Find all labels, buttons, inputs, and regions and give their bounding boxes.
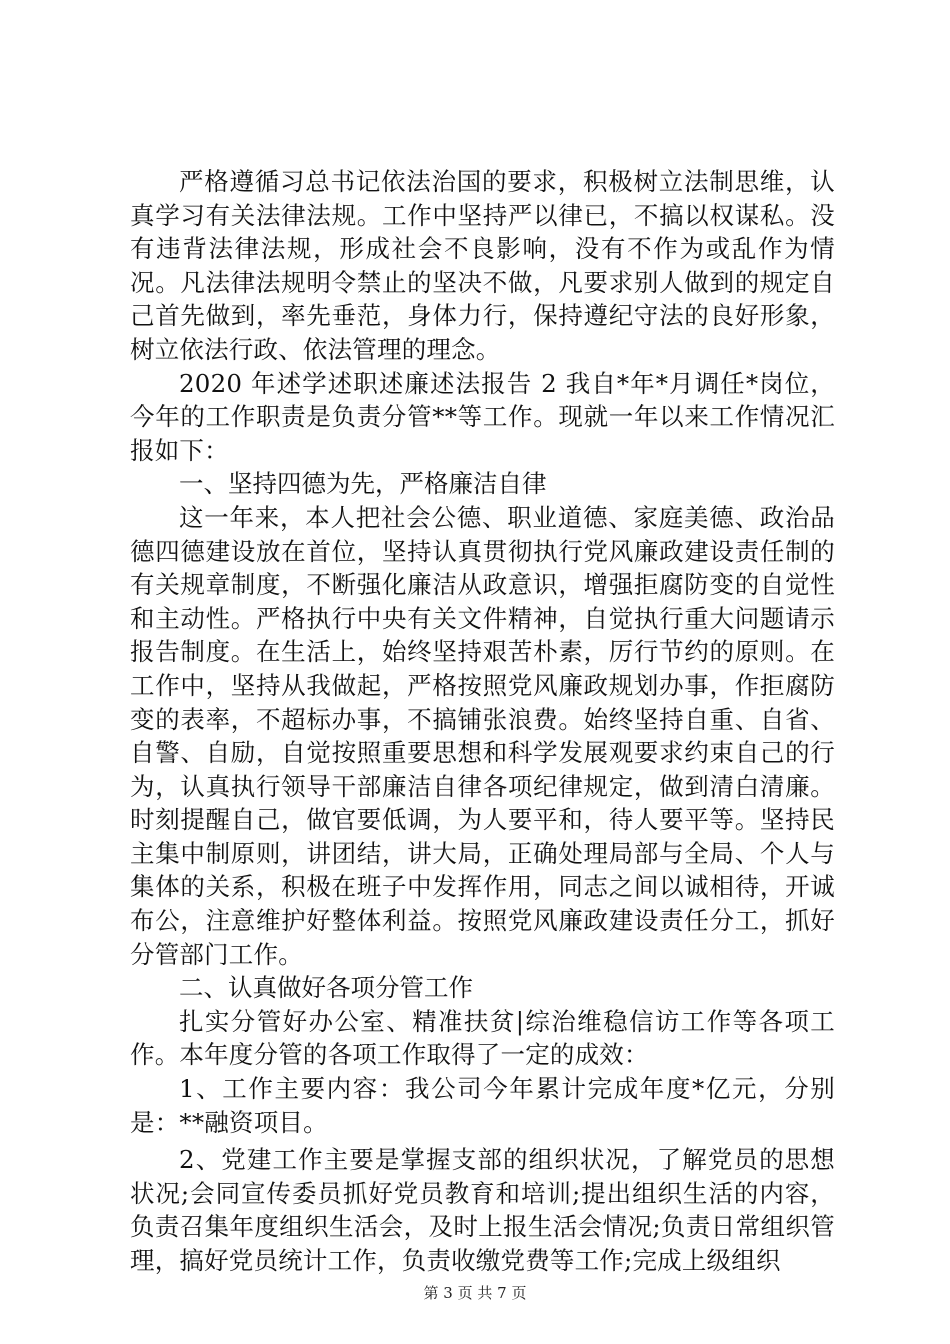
- paragraph-rule-of-law: 严格遵循习总书记依法治国的要求，积极树立法制思维，认真学习有关法律法规。工作中坚持严以律已，不搞以权谋私。没有违背法律法规，形成社会不良影响，没有不作为或乱作为情况。凡法律法规明令禁止的坚决不做，凡要求别人做到的规定自己首先做到，率先垂范，身体力行，保持遵纪守法的良好形象，树立依法行政、依法管理的理念。: [130, 167, 835, 364]
- section-heading-2: 二、认真做好各项分管工作: [179, 973, 473, 1003]
- paragraph-report-intro: 2020 年述学述职述廉述法报告 2 我自*年*月调任*岗位，今年的工作职责是负责分管**等工作。现就一年以来工作情况汇报如下：: [130, 368, 835, 465]
- paragraph-item-2: 2、党建工作主要是掌握支部的组织状况，了解党员的思想状况;会同宣传委员抓好党员教育和培训;提出组织生活的内容，负责召集年度组织生活会，及时上报生活会情况;负责日常组织管理，搞好党员统计工作，负责收缴党费等工作;完成上级组织: [130, 1145, 835, 1275]
- paragraph-responsibilities: 扎实分管好办公室、精准扶贫|综治维稳信访工作等各项工作。本年度分管的各项工作取得了一定的成效：: [130, 1006, 835, 1070]
- page-footer: 第 3 页 共 7 页: [423, 1284, 527, 1302]
- paragraph-item-1: 1、工作主要内容：我公司今年累计完成年度*亿元，分别是：**融资项目。: [130, 1074, 835, 1137]
- paragraph-integrity: 这一年来，本人把社会公德、职业道德、家庭美德、政治品德四德建设放在首位，坚持认真贯彻执行党风廉政建设责任制的有关规章制度，不断强化廉洁从政意识，增强拒腐防变的自觉性和主动性。严格执行中央有关文件精神，自觉执行重大问题请示报告制度。在生活上，始终坚持艰苦朴素，厉行节约的原则。在工作中，坚持从我做起，严格按照党风廉政规划办事，作拒腐防变的表率，不超标办事，不搞铺张浪费。始终坚持自重、自省、自警、自励，自觉按照重要思想和科学发展观要求约束自己的行为，认真执行领导干部廉洁自律各项纪律规定，做到清白清廉。时刻提醒自己，做官要低调，为人要平和，待人要平等。坚持民主集中制原则，讲团结，讲大局，正确处理局部与全局、个人与集体的关系，积极在班子中发挥作用，同志之间以诚相待，开诚布公，注意维护好整体利益。按照党风廉政建设责任分工，抓好分管部门工作。: [130, 502, 835, 969]
- section-heading-1: 一、坚持四德为先，严格廉洁自律: [179, 469, 547, 499]
- document-body: [130, 165, 835, 1278]
